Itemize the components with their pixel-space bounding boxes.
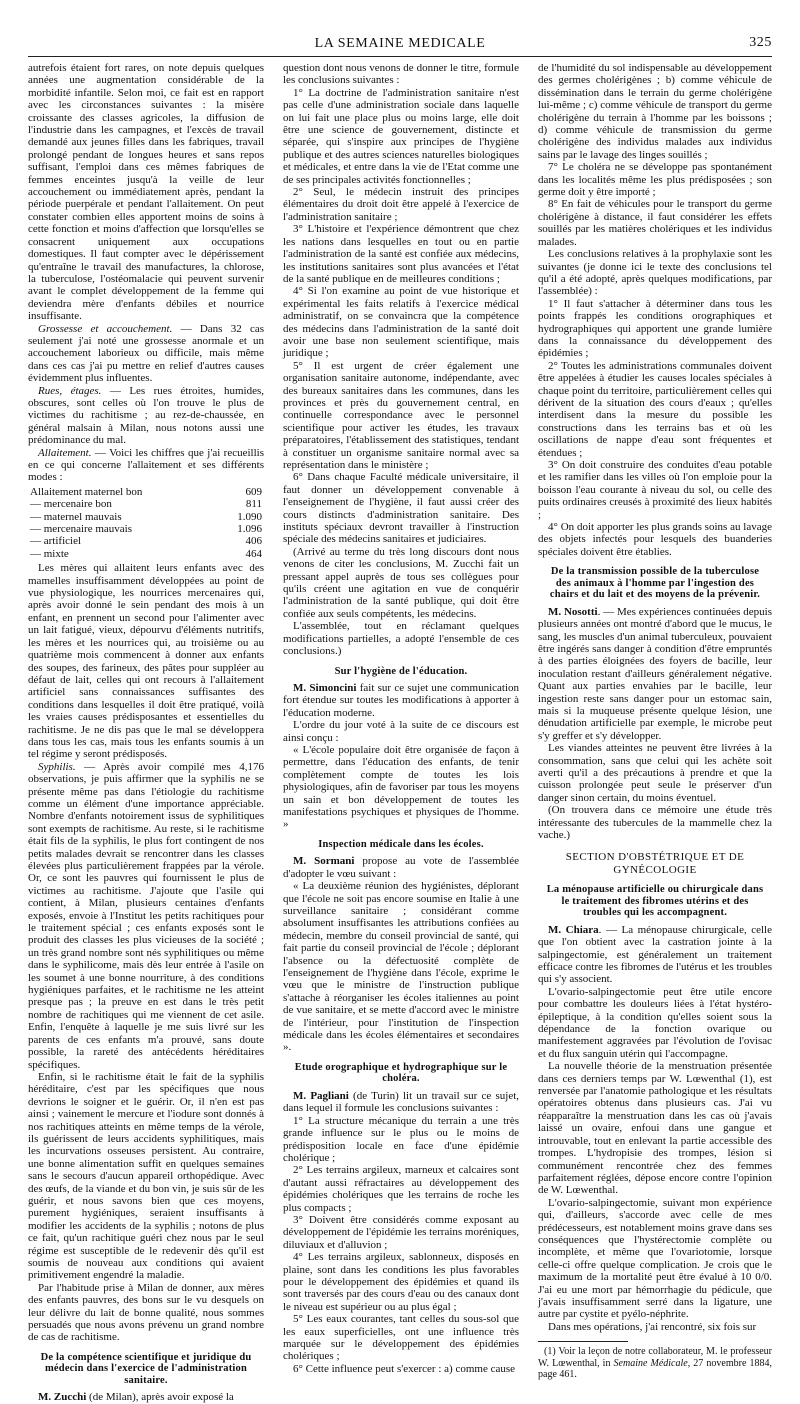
table-row xyxy=(30,486,262,498)
list-item: 6° Dans chaque Faculté médicale universitaire, il faut donner un développement convenable à l'enseignement de l'hygiène, il faut aussi créer des cours distincts d'administration sanitaire. Des instituts spéciaux devront travailler à l'instruction spéciale des médecins sanitaires et judiciaires. xyxy=(283,471,519,546)
table-row xyxy=(30,511,262,523)
list-item: 2° Seul, le médecin instruit des principes élémentaires du droit doit être appelé à l'exercice de l'administration sanitaire ; xyxy=(283,186,519,223)
run-in-heading: Rues, étages. xyxy=(38,384,102,397)
breastfeeding-table xyxy=(30,486,262,560)
list-item: 5° Les eaux courantes, tant celles du sous-sol que les eaux superficielles, ont une influence très marquée sur le développement des épidémies cholériques ; xyxy=(283,1313,519,1363)
speaker-name: M. Nosotti xyxy=(548,605,598,618)
run-in-heading: Allaitement. xyxy=(38,446,92,459)
list-item: 3° Doivent être considérés comme exposant au développement de l'épidémie les terrains moréniques, diluviaux et d'alluvion ; xyxy=(283,1213,519,1251)
table-cell-label: Allaitement maternel bon xyxy=(30,485,143,498)
paragraph: « La deuxième réunion des hygiénistes, déplorant que l'école ne soit pas encore soumise en Italie à une surveillance sanitaire ; considérant comme absolument insuffisantes les attributions confiées au médecin, membre du conseil provincial de santé, qui fait partie du conseil provincial de l'école ; déplorant l'absence ou la défectuosité complète de l'enseignement de l'hygiène dans l'école, exprime le vœu que le ministre de l'instruction publique s'attache à réorganiser les écoles italiennes au point de vue sanitaire, et se mette d'accord avec le ministre de l'intérieur, pour l'institution de l'inspection médicale dans les écoles élémentaires et secondaires ». xyxy=(283,880,519,1054)
table-cell-label: — maternel mauvais xyxy=(30,510,122,523)
table-cell-value: 1.090 xyxy=(237,510,262,523)
paragraph: « L'école populaire doit être organisée de façon à permettre, dans l'éducation des enfants, de tenir complètement compte de toutes les lois physiologiques, afin de favoriser par tous les moyens un sain et bon développement de toutes les manifestations psychiques et physiques de l'homme. » xyxy=(283,744,519,831)
column-3 xyxy=(538,62,772,1381)
paragraph: question dont nous venons de donner le titre, formule les conclusions suivantes : xyxy=(283,62,519,87)
list-item: 4° Les terrains argileux, sablonneux, disposés en plaine, sont dans les conditions les plus favorables pour le développement des épidémies et quand ils sont traversés par des cours d'eau ou des canaux dont le niveau est supérieur ou au plus égal ; xyxy=(283,1251,519,1313)
journal-title: LA SEMAINE MEDICALE xyxy=(314,36,486,51)
paragraph: Les conclusions relatives à la prophylaxie sont les suivantes (je donne ici le texte des conclusions tel qu'il a été adopté, après quelques modifications, par l'assemblée) : xyxy=(538,248,772,298)
section-heading: De la transmission possible de la tuberculose des animaux à l'homme par l'ingestion des chairs et du lait et des moyens de la prévenir. xyxy=(549,566,761,601)
paragraph-text: (de Turin) lit un travail sur ce sujet, dans lequel il formule les conclusions suivantes : xyxy=(283,1089,520,1115)
speaker-name: M. Pagliani xyxy=(293,1089,349,1102)
paragraph: Les viandes atteintes ne peuvent être livrées à la consommation, sans que celui qui les achète soit averti qu'il a des précautions à prendre et que la cuisson prolongée peut seule le préserver d'un danger sinon certain, du moins éventuel. xyxy=(538,742,772,804)
paragraph xyxy=(283,855,519,880)
paragraph-text: fait sur ce sujet une communication fort étendue sur toutes les modifications à apporter à l'éducation moderne. xyxy=(283,682,520,719)
footnote-divider xyxy=(538,1341,628,1342)
paragraph: L'assemblée, tout en réclamant quelques modifications partielles, a adopté l'ensemble de ces conclusions.) xyxy=(283,620,519,658)
paragraph-text: — Dans 32 cas seulement j'ai noté une grossesse anormale et un accouchement laborieux ou difficile, mais même dans ces cas j'ai pu mettre en relief d'autres causes évidemment plus influentes. xyxy=(28,322,265,385)
paragraph xyxy=(283,682,519,719)
table-row xyxy=(30,523,262,535)
speaker-name: M. Zucchi xyxy=(38,1391,87,1404)
paragraph xyxy=(283,1090,519,1115)
section-heading: Inspection médicale dans les écoles. xyxy=(318,838,484,850)
paragraph: Dans mes opérations, j'ai rencontré, six fois sur xyxy=(548,1320,757,1333)
paragraph: Enfin, si le rachitisme était le fait de la syphilis héréditaire, c'est par les spécifiques que nous devrions le soigner et le guérir. Or, il n'en est pas ainsi ; vainement le mercure et l'iodure sont donnés à nos rachitiques atteints en même temps de la vérole, ils guérissent de leurs accidents syphilitiques, mais les incurvations osseuses persistent. Au contraire, une bonne alimentation suffit en quelques semaines sans le secours d'aucun appareil orthopédique. Avec des œufs, de la viande et du bon vin, je suis sûr de les guérir, et nous savons bien que ces moyens, purement hygiéniques, seraient insuffisants à modifier les accidents de la syphilis ; notons de plus ce fait, qu'un rachitique guéri chez nous par le seul régime est susceptible de le redevenir dès qu'il est soumis de nouveau aux conditions qui avaient primitivement engendré la maladie. xyxy=(28,1070,264,1282)
major-section-heading: SECTION D'OBSTÉTRIQUE ET DE GYNÉCOLOGIE xyxy=(565,851,745,876)
list-item: 3° L'histoire et l'expérience démontrent que chez les nations dans lesquelles en tout ou en partie l'administration de la santé est confiée aux médecins, les institutions sanitaires sont plus avancées et l'état de la santé publique en de meilleures conditions ; xyxy=(283,223,519,285)
paragraph xyxy=(28,1391,264,1403)
paragraph: L'ovario-salpingectomie, suivant mon expérience qui, d'ailleurs, s'accorde avec celle de mes prédécesseurs, est notablement moins grave dans ses conséquences que l'hystérectomie complète ou incomplète, et même que l'ovariotomie, lorsque celle-ci offre quelque complication. Je crois que le maximum de la mortalité peut être évalué à 10 0/0. J'ai eu une mort par hémorrhagie du pédicule, que j'avais insuffisamment serré dans la ligature, une autre par cystite et pyélo-néphrite. xyxy=(538,1196,772,1321)
paragraph-text: . — La ménopause chirurgicale, celle que l'on obtient avec la castration jointe à la salpingectomie, est généralement un traitement efficace contre les fibromes de l'utérus et les troubles qui s'y associent. xyxy=(538,923,772,986)
list-item: 3° On doit construire des conduites d'eau potable et les ramifier dans les villes où l'on emploie pour la boisson l'eau courante à niveau du sol, ou celle des puits ordinaires creusés à proximité des lieux habités ; xyxy=(538,459,772,521)
list-item: 1° La structure mécanique du terrain a une très grande influence sur le plus ou le moins de prédisposition locale en face d'une épidémie cholérique ; xyxy=(283,1114,519,1164)
table-cell-value: 1.096 xyxy=(237,523,262,536)
section-heading: De la compétence scientifique et juridique du médecin dans l'exercice de l'administration sanitaire. xyxy=(40,1351,252,1386)
table-cell-label: — mercenaire bon xyxy=(30,498,112,511)
section-heading: La ménopause artificielle ou chirurgicale dans le traitement des fibromes utérins et des troubles qui les accompagnent. xyxy=(546,884,764,919)
paragraph: de l'humidité du sol indispensable au développement des germes cholérigènes ; b) comme véhicule de dissémination dans le terrain du germe cholérigène lui-même ; c) comme véhicule de transport du germe cholérigène du terrain à l'homme par les boissons ; d) comme véhicule de transmission du germe cholérigène des individus malades aux individus sains par le lavage des linges souillés ; xyxy=(538,62,772,161)
paragraph-text: propose au vote de l'assemblée d'adopter le vœu suivant : xyxy=(283,855,519,880)
table-cell-value: 811 xyxy=(245,498,262,511)
paragraph-text: — Après avoir compilé mes 4,176 observations, je puis affirmer que la syphilis ne se présente même pas dans l'étiologie du rachitisme comme un élément d'une importance appréciable. Nombre d'enfants notoirement issus de syphilitiques sont exempts de rachitisme. Au reste, si le rachitisme était fils de la syphilis, le plus fort contingent de nos petits malades devrait se rencontrer dans les classes élevées plus particulièrement frappées par la vérole. Or, ce sont les pauvres qui fournissent le plus de victimes au rachitisme. J'ajoute que l'asile qui contient, à Milan, plusieurs centaines d'enfants exposés, envoie à l'Institut les petits rachitiques pour le traitement spécial ; ces enfants exposés sont le produit des classes les plus vicieuses de la société ; un très grand nombre sont nés syphilitiques ou même dans le syphilicome, mais dès leur entrée à l'asile on les soumet à une bonne nourriture, à des conditions hygiéniques parfaites, et le rachitisme ne les atteint presque pas ; la preuve en est dans le très petit nombre de rachitiques qui me viennent de cet asile. Enfin, l'enquête à laquelle je me suis livré sur les parents de ces enfants m'a prouvé, sans doute possible, la rareté des antécédents héréditaires spécifiques. xyxy=(28,760,264,1071)
paragraph: L'ordre du jour voté à la suite de ce discours est ainsi conçu : xyxy=(283,719,519,744)
paragraph-text: . — Mes expériences continuées depuis plusieurs années ont montré d'abord que le mucus, le sang, les muscles d'un animal tuberculeux, pouvaient être ingérés sans danger à condition d'être empruntés à des parties éloignées des foyers de bacille, leur inoculation restant d'ailleurs généralement négative. Quant aux parties envahies par le bacille, leur ingestion reste sans danger pour un estomac sain, mais si la muqueuse présente quelque lésion, une dénudation artificielle par exemple, le microbe peut s'y greffer et s'y développer. xyxy=(538,605,772,742)
run-in-heading: Syphilis. xyxy=(38,760,76,773)
paragraph xyxy=(538,924,772,986)
paragraph xyxy=(28,447,264,484)
footnote-journal: Semaine Médicale xyxy=(613,1357,688,1369)
table-row xyxy=(30,548,262,560)
paragraph: autrefois étaient fort rares, on note depuis quelques années une augmentation considérable de la morbidité infantile. Selon moi, ce fait est en rapport avec les circonstances suivantes : la misère croissante des classes agricoles, la diffusion de l'industrie dans les campagnes, et l'excès de travail demandé aux jeunes filles dans les fabriques, travail prolongé pendant de longues heures et sans repos suffisant, l'emploi dans ces mêmes fabriques de femmes enceintes jusqu'à la veille de leur accouchement ou immédiatement après, pendant la période puerpérale et pendant l'allaitement. On peut constater combien elles apportent moins de soins à cette fonction et moins d'affection que lorsqu'elles se consacrent uniquement aux occupations domestiques. Il faut compter avec le dépérissement qu'entraîne le travail des manufactures, la chlorose, la tuberculose, l'ostéomalacie qui peuvent survenir avant le complet développement de la femme qui deviendra mère d'enfants débiles et nourrice insuffisante. xyxy=(28,62,264,323)
table-cell-label: — mercenaire mauvais xyxy=(30,523,133,536)
section-heading: Etude orographique et hydrographique sur le choléra. xyxy=(294,1061,508,1085)
list-item: 6° Cette influence peut s'exercer : a) comme cause xyxy=(293,1362,515,1375)
page-number: 325 xyxy=(749,35,772,50)
paragraph: Les mères qui allaitent leurs enfants avec des mamelles insuffisamment développées au point de vue physiologique, les nourrices mercenaires qui, après avoir donné le sein pendant des mois à un enfant, en prennent un second pour l'alimenter avec un lait fatigué, vieux, dépourvu d'éléments nutritifs, les mères et les nourrices qui, au troisième ou au quatrième mois commencent à donner aux enfants des soupes, des farineux, des pâtes pour suppléer au défaut de lait, celles qui ont recours à l'allaitement artificiel sans connaissances suffisantes des conditions dans lesquelles il doit être pratiqué, voilà les vraies causes prédisposantes et essentielles du rachitisme. Je ne dis pas que le mal se développera dans tous les cas, mais tous les enfants soumis à un tel régime y seront prédisposés. xyxy=(28,562,264,761)
running-header xyxy=(28,34,772,54)
paragraph-text: (de Milan), après avoir exposé la xyxy=(86,1391,234,1404)
footnote xyxy=(538,1346,772,1381)
list-item: 2° Les terrains argileux, marneux et calcaires sont d'autant aussi réfractaires au développement des épidémies cholériques que les terrains de roche les plus compacts ; xyxy=(283,1164,519,1214)
list-item: 5° Il est urgent de créer également une organisation sanitaire autonome, indépendante, avec des bureaux sanitaires dans les communes, dans les provinces et près du gouvernement central, en continuelle correspondance avec le personnel scientifique pour activer les études, les travaux préparatoires, l'établissement des statistiques, tendant à constituer un organisme sanitaire normal avec sa représentation dans le ministère ; xyxy=(283,359,519,471)
column-1 xyxy=(28,62,265,1404)
list-item: 8° En fait de véhicules pour le transport du germe cholérigène à distance, il faut considérer les effets souillés par les matières cholériques et les individus malades. xyxy=(538,198,772,248)
table-cell-label: — mixte xyxy=(30,547,69,560)
list-item: 7° Le choléra ne se développe pas spontanément dans les localités même les plus prédisposées ; son germe doit y être importé ; xyxy=(538,161,772,199)
table-row xyxy=(30,535,262,547)
list-item: 1° La doctrine de l'administration sanitaire n'est pas celle d'une administration sociale dans laquelle on lui fait une place plus ou moins large, elle doit être une science de gouvernement, distincte et séparée, qui s'inspire aux principes de l'hygiène publique et des autres sciences naturelles biologiques et médicales, et entre dans la vie de l'Etat comme une de ses principales activités fonctionnelles ; xyxy=(283,86,519,186)
list-item: 1° Il faut s'attacher à déterminer dans tous les points frappés les conditions orographiques et hydrographiques qui apportent une grande lumière dans la connaissance du développement des épidémies ; xyxy=(538,297,772,360)
paragraph: L'ovario-salpingectomie peut être utile encore pour combattre les douleurs liées à l'état hystéro-épileptique, à la condition qu'elles soient sous la dépendance de la fonction ovarique ou manifestement aggravées par l'évolution de l'ovisac et du flux sanguin utérin qui l'accompagne. xyxy=(538,985,772,1060)
list-item: 4° On doit apporter les plus grands soins au lavage des objets infectés pour lesquels des buanderies spéciales doivent être établies. xyxy=(538,521,772,558)
table-cell-value: 464 xyxy=(245,547,262,560)
paragraph: (Arrivé au terme du très long discours dont nous venons de citer les conclusions, M. Zucchi fait un pressant appel auprès de tous ses collègues pour qu'ils créent une agitation en vue de conquérir l'administration de la santé publique, qui doit être confiée aux seuls compétents, les médecins. xyxy=(283,545,519,620)
header-rule xyxy=(28,56,772,57)
paragraph-text: — Les rues étroites, humides, obscures, sont celles où l'on trouve le plus de victimes du rachitisme ; au rez-de-chaussée, en général malsain à Milan, nous notons aussi une prédominance du mal. xyxy=(28,384,264,447)
paragraph xyxy=(28,385,264,447)
run-in-heading: Grossesse et accouchement. xyxy=(38,322,173,335)
table-row xyxy=(30,498,262,510)
footnote-text: (1) Voir la leçon de notre collaborateur, M. le professeur W. Lœwenthal, in xyxy=(538,1346,772,1369)
speaker-name: M. Simoncini xyxy=(293,682,357,694)
list-item: 2° Toutes les administrations communales doivent être appelées à étudier les causes locales spéciales à chaque point du territoire, particulièrement celles qui dérivent de la situation des cours d'eaux ; qu'elles interdisent dans la mesure du possible les constructions dans les terrains bas et où les oscillations de nappe d'eau sont fréquentes et étendues ; xyxy=(538,359,772,459)
speaker-name: M. Sormani xyxy=(293,855,355,868)
paragraph: Par l'habitude prise à Milan de donner, aux mères des enfants pauvres, des bons sur le vu desquels on leur délivre du lait de bonne qualité, nous sommes persuadés que nous avons prévenu un grand nombre de cas de rachitisme. xyxy=(28,1281,264,1344)
paragraph: La nouvelle théorie de la menstruation présentée dans ces derniers temps par W. Lœwenthal (1), est renversée par l'anatomie pathologique et les résultats opératoires obtenus dans plusieurs cas. J'ai vu réapparaître la menstruation dans les cas où j'avais laissé un ovaire, enfoui dans une gangue et introuvable, tout en enlevant la partie accessible des trompes. L'hydropisie des trompes, lésion si communément rencontrée chez des femmes parfaitement réglées, dépose encore contre l'opinion de W. Lœwenthal. xyxy=(538,1060,772,1197)
section-heading: Sur l'hygiène de l'éducation. xyxy=(334,665,468,677)
table-cell-label: — artificiel xyxy=(30,535,82,548)
table-cell-value: 609 xyxy=(245,485,262,498)
footnote-text: , 27 novembre 1884, page 461. xyxy=(538,1357,772,1381)
column-2 xyxy=(283,62,520,1375)
table-cell-value: 406 xyxy=(245,535,262,548)
paragraph xyxy=(538,606,772,742)
speaker-name: M. Chiara xyxy=(548,923,599,936)
paragraph xyxy=(28,761,264,1071)
paragraph-text: — Voici les chiffres que j'ai recueillis en ce qui concerne l'allaitement et ses différents modes : xyxy=(28,446,264,484)
paragraph: (On trouvera dans ce mémoire une étude très intéressante des tubercules de la mammelle chez la vache.) xyxy=(538,804,772,842)
paragraph xyxy=(28,323,264,385)
list-item: 4° Si l'on examine au point de vue historique et expérimental les faits relatifs à l'exercice médical administratif, on se convaincra que la compétence des médecins dans l'administration de la santé doit avoir une base non seulement scientifique, mais juridique ; xyxy=(283,285,519,360)
